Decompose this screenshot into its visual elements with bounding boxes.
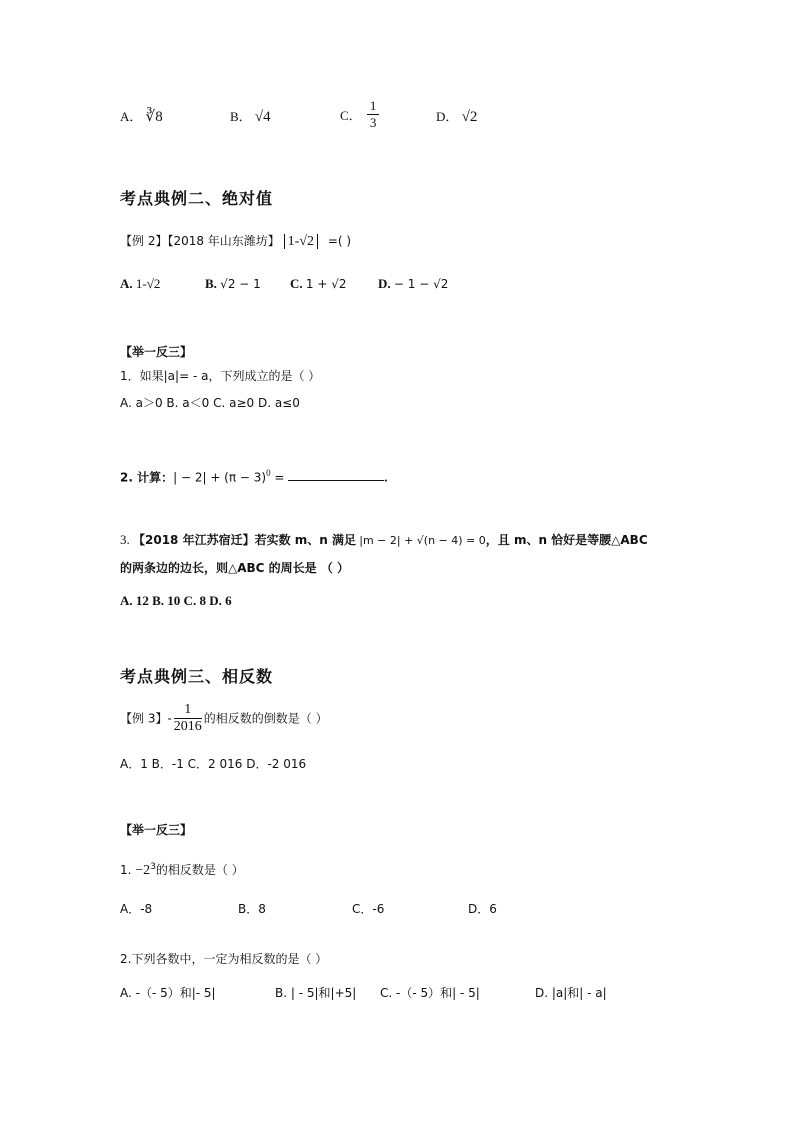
section-heading-absolute-value: 考点典例二、绝对值 xyxy=(120,191,274,208)
option-b xyxy=(230,106,271,126)
option-d: D．6 xyxy=(468,902,497,916)
example-3-text: 的相反数的倒数是（ ） xyxy=(203,711,328,726)
practice-3-line-1 xyxy=(120,530,648,551)
example-source: 【2018 年山东潍坊】 xyxy=(167,234,280,248)
option-label: C． xyxy=(340,108,362,123)
option-label: B． xyxy=(230,109,252,124)
practice-tag: 【举一反三】 xyxy=(120,823,193,837)
example-tag: 【例 2】 xyxy=(120,234,168,248)
period: . xyxy=(384,469,388,485)
practice-3-line-2: 的两条边的边长，则△ABC 的周长是 （ ） xyxy=(120,561,350,575)
fraction-numerator: 1 xyxy=(367,98,380,115)
answer-blank[interactable] xyxy=(288,466,384,481)
abs-expression: 1-√2 xyxy=(284,234,318,249)
exponent: 3 xyxy=(150,862,156,872)
fraction-numerator: 1 xyxy=(174,702,202,719)
option-expr: 1-√2 xyxy=(135,276,161,291)
option-label: D． xyxy=(436,109,459,124)
option-label: A. xyxy=(120,276,133,291)
option-expr: √2 xyxy=(461,109,478,125)
practice-text: 的相反数是（ ） xyxy=(155,863,244,877)
answer-paren: =( ) xyxy=(327,234,352,248)
practice-label: 1. xyxy=(120,863,132,877)
example-3-options: A．1 B．-1 C．2 016 D．-2 016 xyxy=(120,757,307,771)
minus-sign: - xyxy=(167,711,172,726)
option-b: B．8 xyxy=(238,902,266,916)
practice-tag: 【举一反三】 xyxy=(120,345,193,359)
example-3 xyxy=(120,702,328,735)
option-expr: √4 xyxy=(254,109,271,125)
exponent: 0 xyxy=(266,468,271,478)
fraction-denominator: 3 xyxy=(369,115,377,130)
practice-2 xyxy=(120,463,388,487)
option-label: B. xyxy=(205,276,217,291)
option-a xyxy=(120,106,163,126)
example-2-option-c xyxy=(290,276,347,292)
option-a: A．-8 xyxy=(120,902,153,916)
practice-2-label: 2. 计算： xyxy=(120,470,174,485)
option-label: A． xyxy=(120,109,143,124)
example-2-option-d xyxy=(378,276,448,292)
fraction-denominator: 2016 xyxy=(173,719,202,734)
option-label: C. xyxy=(290,276,303,291)
option-a: A. -（- 5）和|- 5| xyxy=(120,986,216,1000)
practice-1-stem: 1．如果|a|= - a，下列成立的是（ ） xyxy=(120,369,321,383)
example-2 xyxy=(120,231,351,252)
practice-3-label: 3. xyxy=(120,532,130,547)
power-base: −2 xyxy=(135,863,151,878)
option-expr: 1 + √2 xyxy=(305,277,347,291)
example-2-option-b xyxy=(205,276,261,292)
practice-3-expr: |m − 2| + √(n − 4) = 0 xyxy=(359,534,486,547)
fraction xyxy=(174,702,202,735)
practice-3-text: ，且 m、n 恰好是等腰△ABC xyxy=(485,533,648,547)
option-expr: √2 − 1 xyxy=(220,277,261,291)
practice-1-options: A. a＞0 B. a＜0 C. a≥0 D. a≤0 xyxy=(120,396,300,410)
practice-3-options: A. 12 B. 10 C. 8 D. 6 xyxy=(120,593,232,608)
option-d: D. |a|和| - a| xyxy=(535,986,607,1000)
equals-sign: = xyxy=(270,470,289,485)
option-c: C. -（- 5）和| - 5| xyxy=(380,986,480,1000)
option-label: D. xyxy=(378,276,391,291)
practice-3-text: 若实数 m、n 满足 xyxy=(254,533,356,547)
option-expr: − 1 − √2 xyxy=(393,277,449,291)
section-heading-opposite-number: 考点典例三、相反数 xyxy=(120,669,274,686)
practice-3-source: 【2018 年江苏宿迁】 xyxy=(133,533,255,547)
option-c: C．-6 xyxy=(352,902,385,916)
option-expr: ∛8 xyxy=(145,109,163,125)
practice-3-1-stem xyxy=(120,857,244,881)
option-c xyxy=(340,98,381,131)
practice-3-2-stem: 2.下列各数中，一定为相反数的是（ ） xyxy=(120,952,328,966)
practice-2-expr: | − 2| + (π − 3) xyxy=(173,470,267,485)
option-b: B. | - 5|和|+5| xyxy=(275,986,357,1000)
example-tag: 【例 3】 xyxy=(120,711,168,726)
fraction xyxy=(367,98,380,131)
example-2-option-a xyxy=(120,276,160,292)
option-d xyxy=(436,106,477,126)
